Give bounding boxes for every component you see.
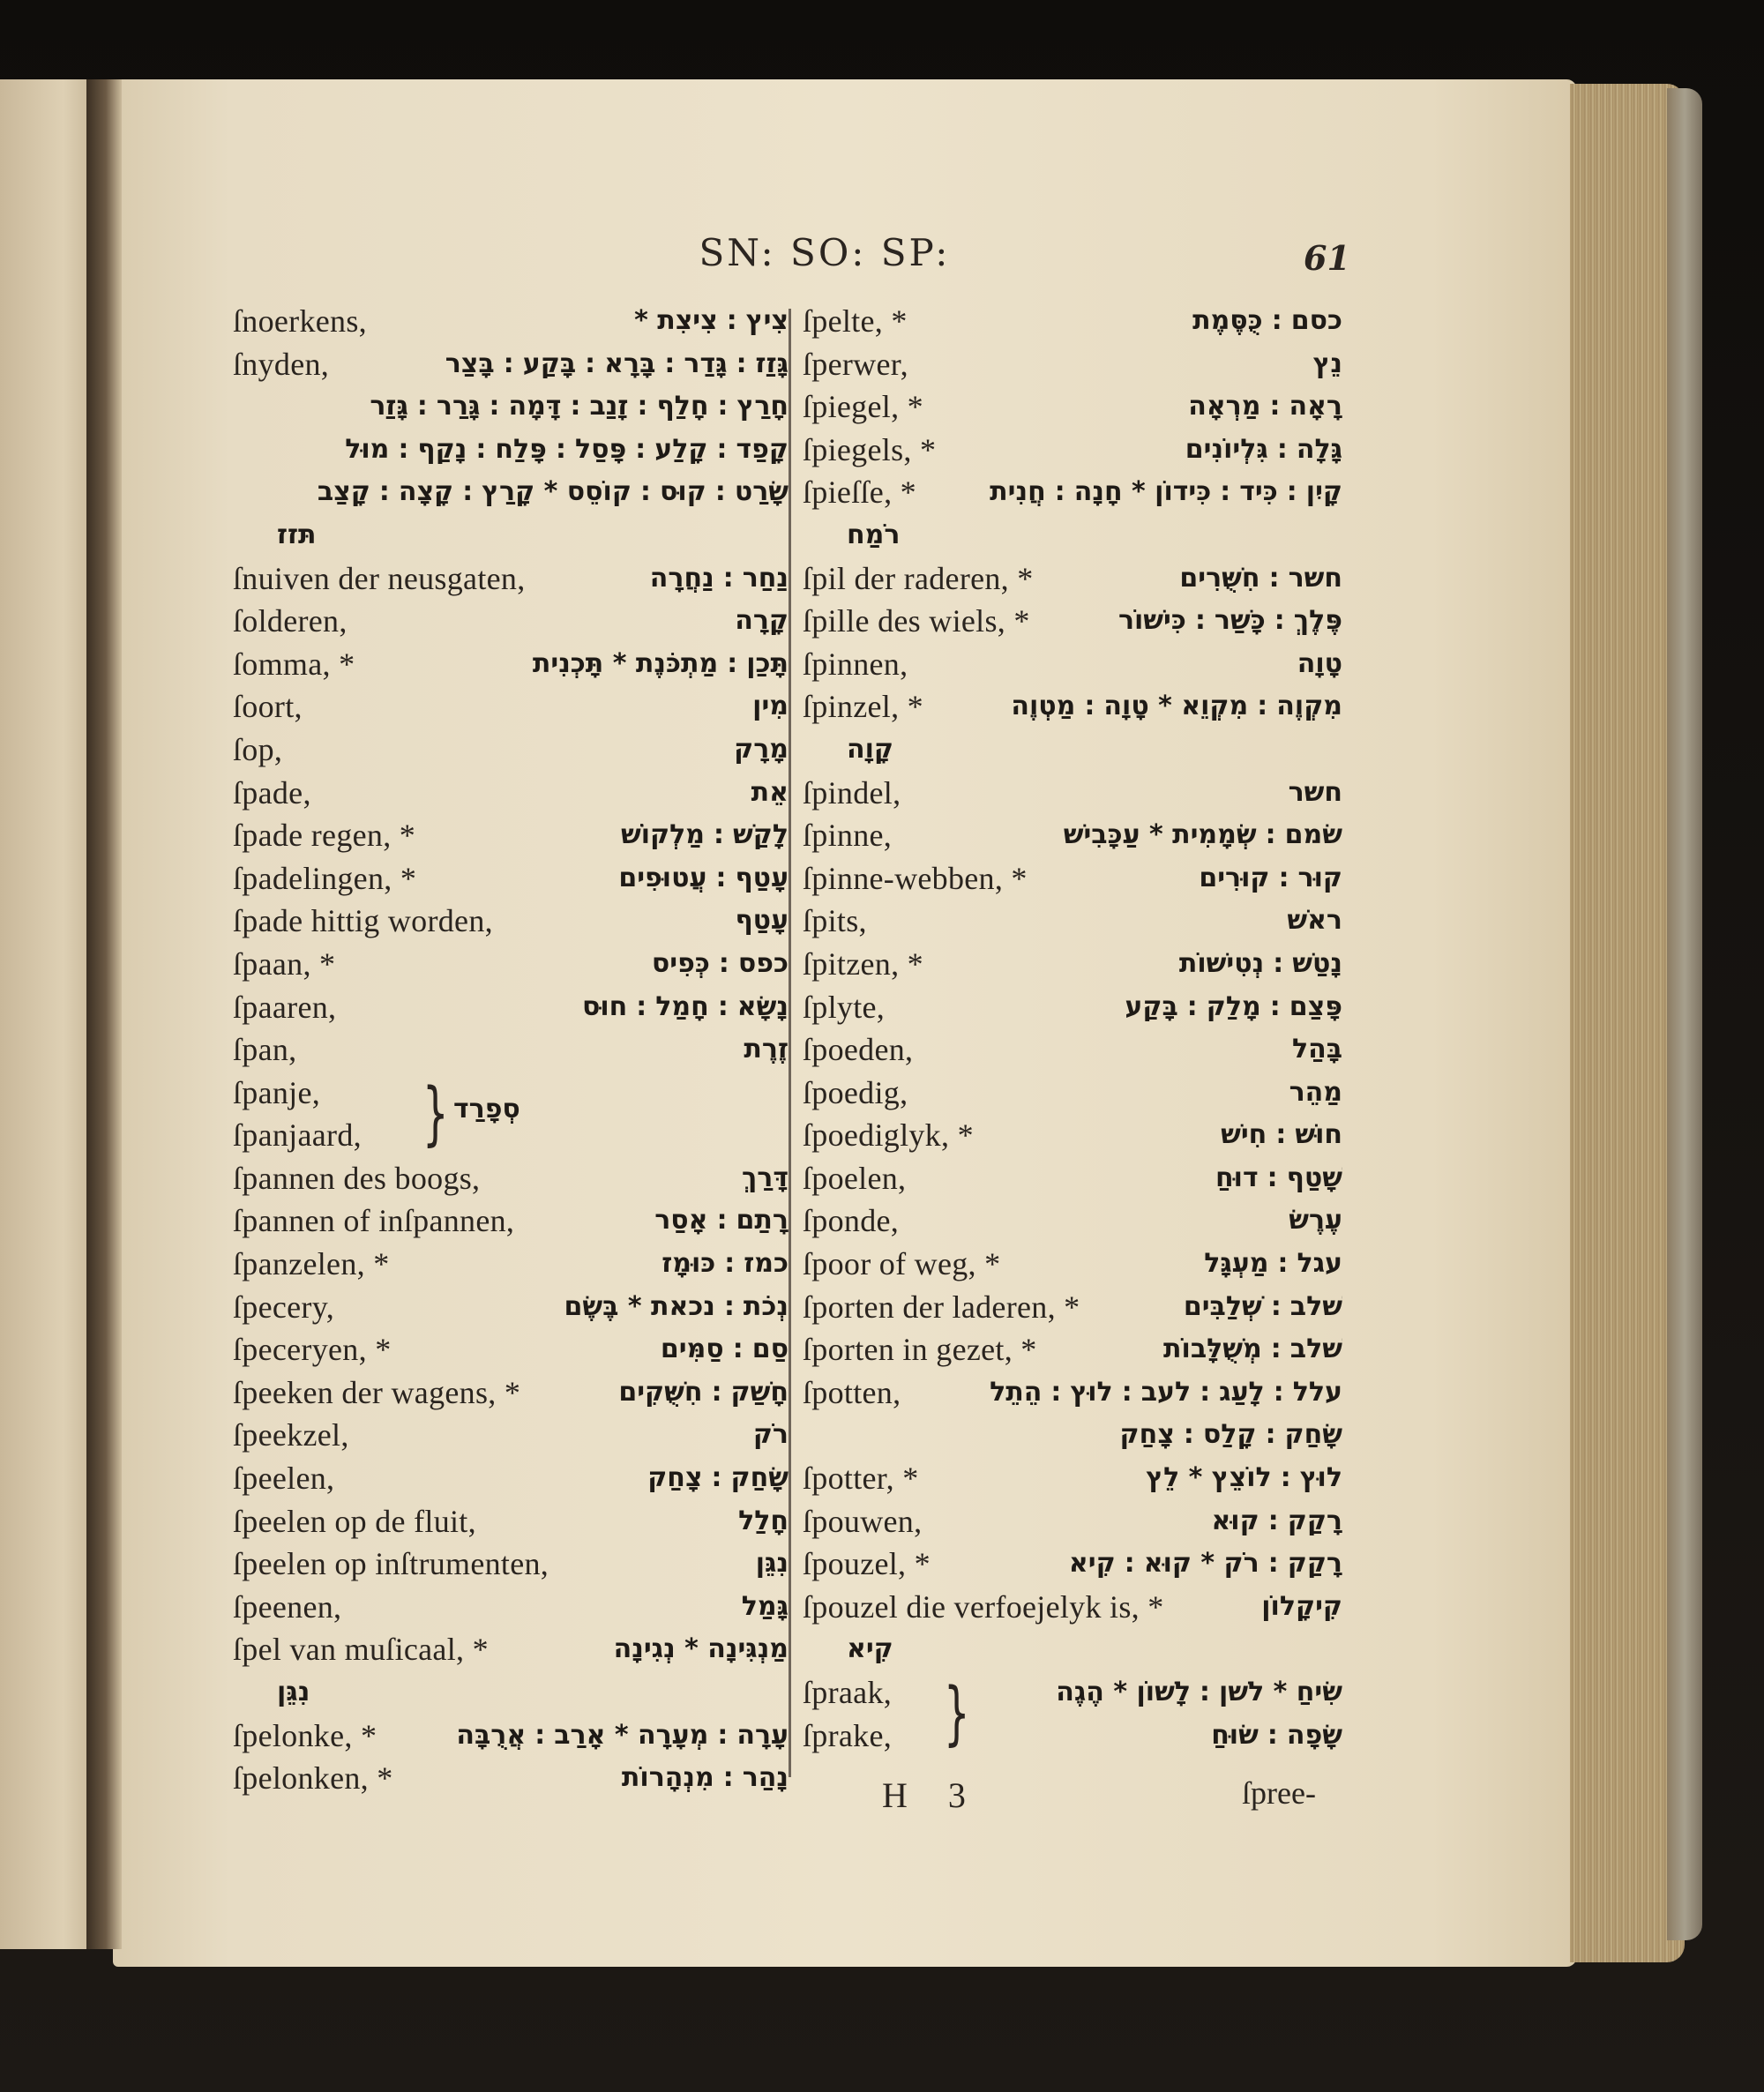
dictionary-entry xyxy=(803,1157,1342,1200)
entry-headword: ſpade hittig worden, xyxy=(233,903,493,939)
right-column xyxy=(803,300,1342,1757)
dictionary-entry xyxy=(803,1028,1342,1072)
dictionary-entry xyxy=(803,1199,1342,1243)
entry-hebrew: נַחַר ׃ נַחֲרָה xyxy=(649,562,789,594)
dictionary-entry xyxy=(803,1586,1342,1629)
entry-hebrew: פָּצַם ׃ מָלַק ׃ בָּקַע xyxy=(1125,990,1342,1022)
book-gutter xyxy=(86,79,122,1949)
dictionary-entry xyxy=(233,772,789,815)
entry-hebrew: שָׂחַק ׃ קָלַס ׃ צָחַק xyxy=(1119,1419,1342,1451)
entry-headword: ſpel van muſicaal, * xyxy=(233,1632,489,1668)
entry-hebrew: שָׂחַק ׃ צָחַק xyxy=(647,1462,789,1494)
dictionary-entry xyxy=(233,343,789,386)
entry-hebrew: נִגֵּן xyxy=(277,1677,310,1707)
entry-headword: ſpecery, xyxy=(233,1289,334,1325)
dictionary-entry xyxy=(803,429,1342,472)
dictionary-entry xyxy=(233,728,789,772)
dictionary-entry xyxy=(233,1243,789,1286)
entry-headword: ſpeelen, xyxy=(233,1461,335,1497)
entry-headword: ſpanzelen, * xyxy=(233,1246,390,1282)
entry-headword: ſpeceryen, * xyxy=(233,1332,392,1368)
entry-hebrew: לוּץ ׃ לוֹצֵץ * לֵץ xyxy=(1146,1462,1342,1494)
entry-headword: ſpiegels, * xyxy=(803,431,937,467)
entry-headword: ſpelonken, * xyxy=(233,1760,393,1797)
entry-hebrew: לָקַשׁ ׃ מַלְקוֹשׁ xyxy=(620,819,789,851)
entry-hebrew: נָהַר ׃ מִנְהָרוֹת xyxy=(621,1762,789,1794)
entry-hebrew: קִיא xyxy=(847,1633,893,1665)
dictionary-entry xyxy=(803,685,1342,728)
entry-hebrew: צִיץ ׃ צִיצִת * xyxy=(634,305,789,336)
dictionary-entry xyxy=(233,1628,789,1671)
braced-entry-group xyxy=(233,1072,789,1157)
entry-hebrew: נְכֹת ׃ נכאת * בֶּשֶׂם xyxy=(564,1290,789,1322)
entry-hebrew: קִיקָלוֹן xyxy=(1261,1590,1342,1622)
entry-headword: ſplyte, xyxy=(803,989,886,1025)
column-rule xyxy=(789,309,791,1777)
entry-hebrew: רָקַק ׃ רֹק * קוּא ׃ קִיא xyxy=(1068,1548,1342,1580)
entry-headword: ſop, xyxy=(233,731,283,767)
entry-headword: ſprake, xyxy=(803,1717,893,1753)
entry-continuation xyxy=(233,514,789,557)
dictionary-entry xyxy=(233,1371,789,1415)
dictionary-entry xyxy=(233,557,789,601)
entry-headword: ſpeekzel, xyxy=(233,1417,349,1453)
entry-hebrew: רָקַק ׃ קוּא xyxy=(1211,1505,1342,1536)
entry-hebrew: שָׂפָה ׃ שׂוּחַ xyxy=(1211,1719,1342,1751)
entry-hebrew: זֶרֶת xyxy=(744,1034,789,1065)
entry-continuation xyxy=(233,385,789,429)
dictionary-entry xyxy=(803,986,1342,1029)
dictionary-entry xyxy=(233,1543,789,1586)
entry-hebrew: רֹק xyxy=(752,1419,789,1451)
entry-headword: ſpouzel, * xyxy=(803,1546,931,1582)
entry-headword: ſpotten, xyxy=(803,1374,901,1410)
entry-hebrew: רָאָה ׃ מַרְאָה xyxy=(1188,391,1342,422)
entry-headword: ſpouwen, xyxy=(803,1503,923,1539)
entry-hebrew: חָרַץ ׃ חָלַף ׃ זָנַב ׃ דָּמָה ׃ גָּרַר ׃ גָּזַר xyxy=(370,391,789,422)
entry-hebrew: חשר ׃ חִשֻּׁרִים xyxy=(1179,562,1342,594)
book-cover-edge xyxy=(1667,88,1702,1940)
entry-headword: ſporten der laderen, * xyxy=(803,1289,1080,1325)
entry-hebrew: עָטַף ׃ עֲטוּפִים xyxy=(618,862,789,893)
entry-headword: ſpannen of inſpannen, xyxy=(233,1203,515,1239)
entry-continuation xyxy=(803,1628,1342,1671)
entry-headword: ſpoediglyk, * xyxy=(803,1117,974,1154)
entry-hebrew: קָפַד ׃ קָלַע ׃ פָּסַל ׃ פָּלַח ׃ נָקַף ׃ מוּל xyxy=(345,433,789,465)
dictionary-entry xyxy=(803,1328,1342,1371)
entry-headword: ſpan, xyxy=(233,1032,297,1068)
dictionary-entry xyxy=(233,685,789,728)
entry-hebrew: כסם ׃ כֻּסֶּמֶת xyxy=(1192,305,1342,336)
dictionary-entry xyxy=(233,643,789,686)
entry-headword: ſoort, xyxy=(233,689,303,725)
entry-hebrew: עָטַף xyxy=(735,905,789,937)
entry-headword: ſomma, * xyxy=(233,646,355,682)
entry-hebrew: נֵץ xyxy=(1312,347,1342,379)
entry-headword: ſpinne, xyxy=(803,818,893,854)
entry-continuation xyxy=(803,1414,1342,1457)
dictionary-entry xyxy=(803,1114,1342,1157)
dictionary-entry xyxy=(803,1286,1342,1329)
entry-continuation xyxy=(803,728,1342,772)
dictionary-entry xyxy=(803,1457,1342,1500)
entry-headword: ſpeelen op de fluit, xyxy=(233,1503,476,1539)
dictionary-entry xyxy=(803,300,1342,343)
entry-hebrew: שׁלב ׃ שְׁלַבִּים xyxy=(1183,1290,1342,1322)
entry-hebrew: שִׂיחַ * לשׁן ׃ לָשׁוֹן * הֶגֶה xyxy=(1056,1677,1342,1707)
entry-headword: ſpinnen, xyxy=(803,646,908,682)
entry-continuation xyxy=(803,514,1342,557)
entry-headword: ſpits, xyxy=(803,903,867,939)
dictionary-entry xyxy=(233,1286,789,1329)
dictionary-entry xyxy=(233,986,789,1029)
dictionary-entry xyxy=(803,943,1342,986)
entry-hebrew: סַם ׃ סַמִּים xyxy=(660,1334,789,1365)
entry-hebrew: פֶּלֶךְ ׃ כָּשַׁר ׃ כִּישׁוֹר xyxy=(1117,605,1342,637)
dictionary-entry xyxy=(233,1328,789,1371)
dictionary-entry xyxy=(233,857,789,900)
entry-headword: ſnyden, xyxy=(233,346,330,382)
entry-headword: ſpinne-webben, * xyxy=(803,860,1028,896)
dictionary-entry xyxy=(803,1371,1342,1415)
entry-hebrew: רָתַם ׃ אָסַר xyxy=(654,1205,789,1237)
running-head: SN: SO: SP: xyxy=(699,231,951,274)
entry-hebrew: דָּרַךְ xyxy=(741,1162,789,1193)
entry-hebrew: שׂמם ׃ שְׂמָמִית * עַכָּבִישׁ xyxy=(1063,819,1342,851)
dictionary-entry xyxy=(233,300,789,343)
entry-hebrew: חָלַל xyxy=(738,1505,789,1536)
entry-hebrew: נָשָׂא ׃ חָמַל ׃ חוּס xyxy=(581,990,789,1022)
dictionary-entry xyxy=(803,1072,1342,1115)
dictionary-entry xyxy=(233,1500,789,1543)
dictionary-entry xyxy=(803,900,1342,943)
entry-hebrew: עֶרֶשׂ xyxy=(1289,1205,1342,1237)
entry-headword: ſnoerkens, xyxy=(233,303,367,339)
entry-hebrew: עלל ׃ לָעַג ׃ לעב ׃ לוּץ ׃ הֵתֵל xyxy=(990,1376,1342,1408)
dictionary-entry xyxy=(803,557,1342,601)
dictionary-entry xyxy=(803,1243,1342,1286)
entry-hebrew: שׁלב ׃ מְשֻׁלָּבוֹת xyxy=(1163,1334,1342,1365)
entry-headword: ſpoedig, xyxy=(803,1074,908,1110)
entry-headword: ſpelonke, * xyxy=(233,1717,377,1753)
entry-headword: ſpitzen, * xyxy=(803,945,923,982)
entry-headword: ſpinzel, * xyxy=(803,689,923,725)
entry-hebrew: חוּשׁ ׃ חִישׁ xyxy=(1221,1119,1342,1151)
entry-headword: ſpil der raderen, * xyxy=(803,560,1034,596)
dictionary-entry xyxy=(233,1757,789,1800)
entry-hebrew: תּזז xyxy=(277,519,317,550)
entry-headword: ſpoor of weg, * xyxy=(803,1246,1001,1282)
curly-brace-mark: } xyxy=(943,1674,970,1753)
entry-headword: ſpotter, * xyxy=(803,1461,919,1497)
entry-continuation xyxy=(233,1671,789,1715)
dictionary-entry xyxy=(803,343,1342,386)
dictionary-entry xyxy=(233,814,789,857)
entry-headword: ſpanje, xyxy=(233,1074,321,1110)
dictionary-entry xyxy=(233,1414,789,1457)
entry-headword: ſpade regen, * xyxy=(233,818,416,854)
entry-hebrew: עָרָה ׃ מְעָרָה * אָרַב ׃ אֲרֻבָּה xyxy=(456,1719,789,1751)
entry-hebrew: כפס ׃ כְּפִיס xyxy=(651,947,789,979)
page-number: 61 xyxy=(1304,238,1350,278)
entry-hebrew: ראשׁ xyxy=(1287,905,1342,937)
entry-headword: ſpieſſe, * xyxy=(803,474,916,511)
entry-headword: ſperwer, xyxy=(803,346,908,382)
dictionary-entry xyxy=(233,1199,789,1243)
entry-hebrew: גָּזַז ׃ גָּדַר ׃ בָּרָא ׃ בָּקַע ׃ בָּצַר xyxy=(445,347,789,379)
entry-headword: ſpaaren, xyxy=(233,989,337,1025)
entry-hebrew: מָרָק xyxy=(734,733,789,765)
entry-headword: ſpeelen op inſtrumenten, xyxy=(233,1546,549,1582)
entry-headword: ſpaan, * xyxy=(233,945,336,982)
entry-headword: ſpannen des boogs, xyxy=(233,1160,481,1196)
entry-hebrew: מַנְגִּינָה * נְגִינָה xyxy=(613,1633,789,1665)
dictionary-entry xyxy=(233,1157,789,1200)
dictionary-entry xyxy=(233,1586,789,1629)
entry-hebrew: סְפָרַד xyxy=(453,1093,520,1124)
entry-hebrew: רֹמַח xyxy=(847,519,901,550)
braced-entry-group xyxy=(803,1671,1342,1757)
curly-brace-mark: } xyxy=(422,1073,449,1154)
entry-hebrew: גָּמַל xyxy=(741,1590,789,1622)
entry-hebrew: קָוָה xyxy=(847,733,893,765)
entry-headword: ſpindel, xyxy=(803,774,901,811)
entry-hebrew: תָּכַן ׃ מַתְכֹּנֶת * תָּכְנִית xyxy=(532,647,789,679)
entry-hebrew: כמז ׃ כּוּמָז xyxy=(662,1248,789,1280)
dictionary-entry xyxy=(803,1500,1342,1543)
entry-hebrew: אֵת xyxy=(751,776,789,808)
dictionary-entry xyxy=(803,471,1342,514)
entry-hebrew: גָּלָה ׃ גִּלְיוֹנִים xyxy=(1185,433,1342,465)
dictionary-entry xyxy=(233,943,789,986)
dictionary-entry xyxy=(233,1028,789,1072)
entry-headword: ſnuiven der neusgaten, xyxy=(233,560,526,596)
entry-headword: ſpille des wiels, * xyxy=(803,603,1030,639)
dictionary-entry xyxy=(803,600,1342,643)
entry-hebrew: מִקְוֶה ׃ מִקְוֵא * טָוָה ׃ מַטְוֶה xyxy=(1011,691,1342,722)
entry-headword: ſpanjaard, xyxy=(233,1117,362,1154)
entry-hebrew: קָיִן ׃ כִּיד ׃ כִּידוֹן * חָנָה ׃ חֲנִית xyxy=(990,476,1342,508)
entry-hebrew: קָרָה xyxy=(735,605,789,637)
entry-hebrew: מִין xyxy=(752,691,789,722)
entry-headword: ſpraak, xyxy=(803,1675,893,1710)
entry-headword: ſporten in gezet, * xyxy=(803,1332,1037,1368)
entry-headword: ſpade, xyxy=(233,774,311,811)
entry-headword: ſpeenen, xyxy=(233,1588,342,1625)
dictionary-entry xyxy=(803,857,1342,900)
entry-hebrew: מַהֵר xyxy=(1289,1076,1342,1108)
catchword: ſpree- xyxy=(1242,1775,1316,1811)
dictionary-entry xyxy=(803,814,1342,857)
entry-headword: ſpoelen, xyxy=(803,1160,907,1196)
dictionary-entry xyxy=(803,1543,1342,1586)
entry-hebrew: שָׂרַט ׃ קוּס ׃ קוֹסֵס * קָרַץ ׃ קָצָה ׃ קָצַב xyxy=(317,476,789,508)
entry-headword: ſpiegel, * xyxy=(803,389,923,425)
dictionary-entry xyxy=(803,385,1342,429)
dictionary-entry xyxy=(803,772,1342,815)
entry-headword: ſpouzel die verfoejelyk is, * xyxy=(803,1588,1164,1625)
dictionary-entry xyxy=(233,1715,789,1758)
entry-continuation xyxy=(233,429,789,472)
entry-hebrew: חָשַׁק ׃ חִשֻּׁקִים xyxy=(618,1376,789,1408)
entry-hebrew: בָּהַל xyxy=(1291,1034,1342,1065)
entry-hebrew: עגל ׃ מַעְגָּל xyxy=(1204,1248,1342,1280)
entry-continuation xyxy=(233,471,789,514)
entry-hebrew: חשר xyxy=(1288,776,1342,808)
entry-hebrew: קוּר ׃ קוּרִים xyxy=(1199,862,1342,893)
dictionary-entry xyxy=(233,900,789,943)
entry-hebrew: טָוָה xyxy=(1297,647,1342,679)
entry-headword: ſpeeken der wagens, * xyxy=(233,1374,521,1410)
entry-headword: ſponde, xyxy=(803,1203,900,1239)
signature-mark: H 3 xyxy=(882,1775,982,1815)
entry-hebrew: נָטַשׁ ׃ נְטִישׁוֹת xyxy=(1178,947,1342,979)
left-column xyxy=(233,300,789,1800)
entry-headword: ſpelte, * xyxy=(803,303,908,339)
entry-hebrew: שָׁטַף ׃ דוּחַ xyxy=(1215,1162,1342,1193)
dictionary-entry xyxy=(233,600,789,643)
dictionary-entry xyxy=(233,1457,789,1500)
entry-headword: ſpoeden, xyxy=(803,1032,914,1068)
entry-headword: ſolderen, xyxy=(233,603,348,639)
entry-hebrew: נִגֵּן xyxy=(755,1548,789,1580)
dictionary-entry xyxy=(803,643,1342,686)
entry-headword: ſpadelingen, * xyxy=(233,860,417,896)
